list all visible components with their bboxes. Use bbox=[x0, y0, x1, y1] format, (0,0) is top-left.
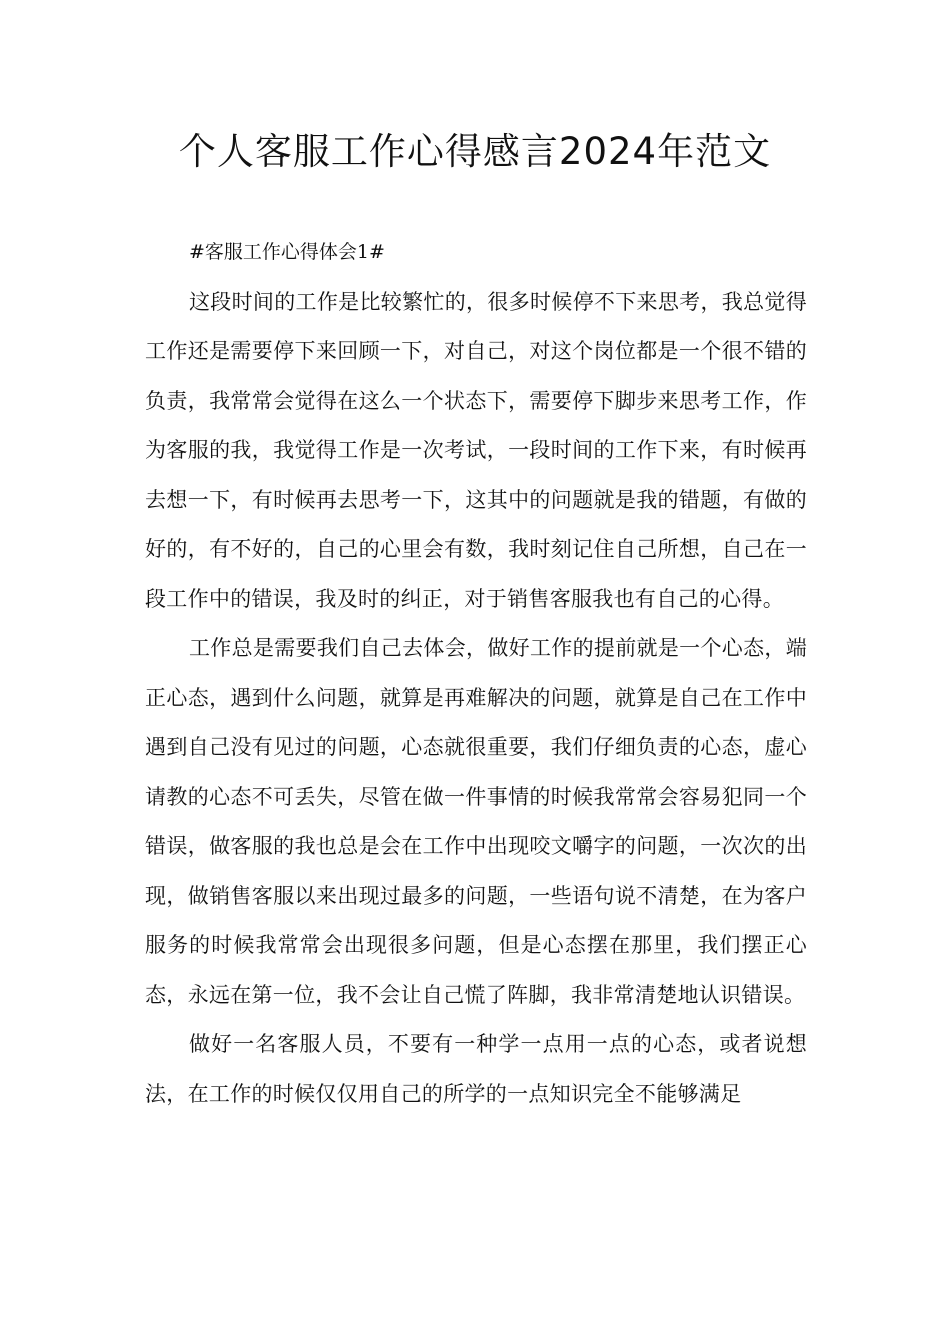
document-title: 个人客服工作心得感言2024年范文 bbox=[178, 130, 772, 173]
paragraph-1: 这段时间的工作是比较繁忙的，很多时候停不下来思考，我总觉得工作还是需要停下来回顾一下，对自己，对这个岗位都是一个很不错的负责，我常常会觉得在这么一个状态下，需要停下脚步来思考工作，作为客服的我，我觉得工作是一次考试，一段时间的工作下来，有时候再去想一下，有时候再去思考一下，这其中的问题就是我的错题，有做的好的，有不好的，自己的心里会有数，我时刻记住自己所想，自己在一段工作中的错误，我及时的纠正，对于销售客服我也有自己的心得。 bbox=[145, 289, 807, 611]
section-heading: #客服工作心得体会1# bbox=[189, 241, 385, 263]
paragraph-3: 做好一名客服人员，不要有一种学一点用一点的心态，或者说想法，在工作的时候仅仅用自己的所学的一点知识完全不能够满足 bbox=[145, 1032, 807, 1106]
document-body bbox=[145, 228, 807, 1119]
paragraph-2: 工作总是需要我们自己去体会，做好工作的提前就是一个心态，端正心态，遇到什么问题，就算是再难解决的问题，就算是自己在工作中遇到自己没有见过的问题，心态就很重要，我们仔细负责的心态，虚心请教的心态不可丢失，尽管在做一件事情的时候我常常会容易犯同一个错误，做客服的我也总是会在工作中出现咬文嚼字的问题，一次次的出现，做销售客服以来出现过最多的问题，一些语句说不清楚，在为客户服务的时候我常常会出现很多问题，但是心态摆在那里，我们摆正心态，永远在第一位，我不会让自己慌了阵脚，我非常清楚地认识错误。 bbox=[145, 636, 807, 1007]
